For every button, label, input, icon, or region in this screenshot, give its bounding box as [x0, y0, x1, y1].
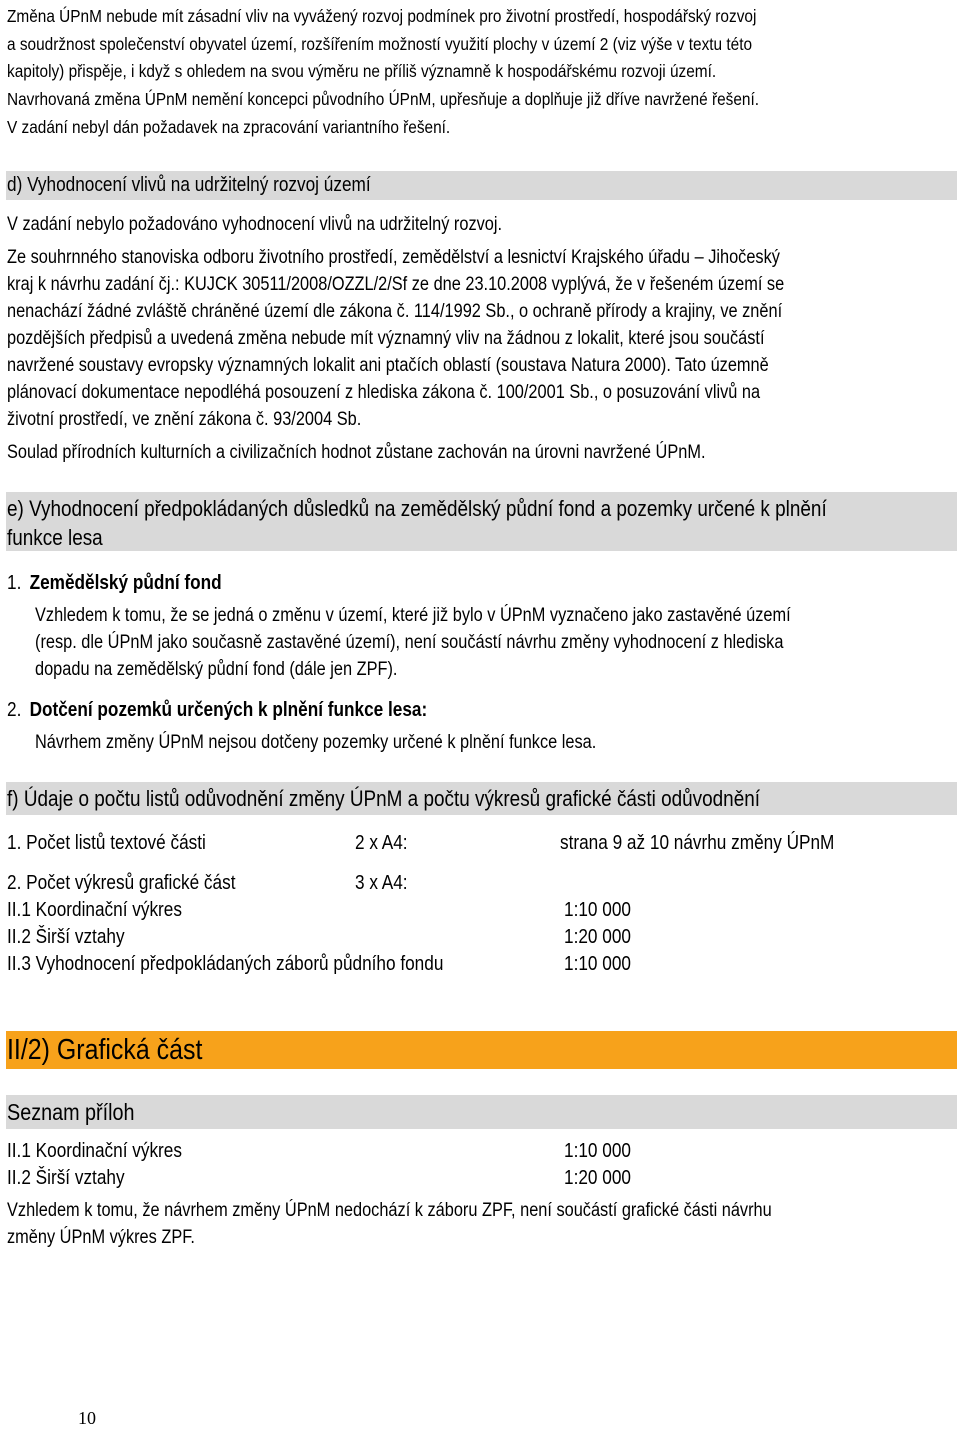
section-e-heading-bar [6, 492, 957, 551]
page-number: 10 [78, 1408, 96, 1428]
intro-line: Navrhovaná změna ÚPnM nemění koncepci původního ÚPnM, upřesňuje a doplňuje již dříve navržené řešení. [7, 89, 760, 109]
drawing-count: 3 x A4: [355, 872, 408, 894]
zpf-text-line: (resp. dle ÚPnM jako současně zastavěné území), není součástí návrhu změny vyhodnocení z hlediska [35, 632, 784, 653]
section-d-para-line: pozdějších předpisů a uvedená změna nebude mít významný vliv na žádnou z lokalit, které jsou součástí [7, 328, 765, 349]
intro-line: a soudržnost společenství obyvatel území, rozšířením možností využití plochy v území 2 (viz výše v textu této [7, 34, 753, 54]
section-d-para-line: životní prostředí, ve znění zákona č. 93/2004 Sb. [7, 409, 362, 430]
attachment-scale: 1:10 000 [564, 1140, 631, 1162]
zpf-item [7, 570, 222, 596]
section-e-heading-line: funkce lesa [7, 525, 103, 550]
drawing-name: II.1 Koordinační výkres [7, 899, 182, 921]
text-part-note: strana 9 až 10 návrhu změny ÚPnM [560, 832, 835, 854]
section-d-para-line: navržené soustavy evropsky významných lokalit ani ptačích oblastí (soustava Natura 2000). Tato územně [7, 355, 769, 376]
section-d-closing: Soulad přírodních kulturních a civilizačních hodnot zůstane zachován na úrovni navržené ÚPnM. [7, 442, 706, 463]
item-number: 2. [7, 699, 22, 721]
graphic-note-line: Vzhledem k tomu, že návrhem změny ÚPnM nedochází k záboru ZPF, není součástí grafické části návrhu [7, 1200, 772, 1221]
text-part-count: 2 x A4: [355, 832, 408, 854]
section-d-para-line: plánovací dokumentace nepodléhá posouzení z hlediska zákona č. 100/2001 Sb., o posuzování vlivů na [7, 382, 761, 403]
drawing-scale: 1:10 000 [564, 953, 631, 975]
graphic-part-title: II/2) Grafická část [7, 1034, 203, 1066]
section-d-heading: d) Vyhodnocení vlivů na udržitelný rozvoj území [7, 174, 371, 196]
attachment-name: II.2 Širší vztahy [7, 1167, 125, 1189]
attachments-heading: Seznam příloh [7, 1099, 135, 1125]
section-d-heading-bar [6, 171, 957, 200]
attachment-scale: 1:20 000 [564, 1167, 631, 1189]
section-d-para-line: Ze souhrnného stanoviska odboru životního prostředí, zemědělství a lesnictví Krajského úřadu – Jihočeský [7, 247, 780, 268]
intro-line: Změna ÚPnM nebude mít zásadní vliv na vyvážený rozvoj podmínek pro životní prostředí, hospodářský rozvoj [7, 6, 757, 26]
forest-text: Návrhem změny ÚPnM nejsou dotčeny pozemky určené k plnění funkce lesa. [35, 732, 597, 753]
intro-line: kapitoly) přispěje, i když s ohledem na svou výměru ne příliš významně k hospodářskému rozvoji území. [7, 61, 717, 81]
drawing-name: II.2 Širší vztahy [7, 926, 125, 948]
text-part-count-label: 1. Počet listů textové části [7, 832, 206, 854]
drawing-count-label: 2. Počet výkresů grafické část [7, 872, 236, 894]
intro-line: V zadání nebyl dán požadavek na zpracování variantního řešení. [7, 117, 451, 137]
graphic-note-line: změny ÚPnM výkres ZPF. [7, 1227, 195, 1248]
forest-item [7, 697, 427, 723]
section-f-heading: f) Údaje o počtu listů odůvodnění změny ÚPnM a počtu výkresů grafické části odůvodnění [7, 786, 761, 811]
section-e-heading-line: e) Vyhodnocení předpokládaných důsledků na zemědělský půdní fond a pozemky určené k plnění [7, 496, 827, 521]
section-d-para-line: kraj k návrhu zadání čj.: KUJCK 30511/2008/OZZL/2/Sf ze dne 23.10.2008 vyplývá, že v řešeném území se [7, 274, 785, 295]
graphic-part-title-bar [6, 1031, 957, 1069]
zpf-text-line: dopadu na zemědělský půdní fond (dále jen ZPF). [35, 659, 398, 680]
drawing-scale: 1:10 000 [564, 899, 631, 921]
section-f-heading-bar [6, 782, 957, 815]
zpf-text-line: Vzhledem k tomu, že se jedná o změnu v území, které již bylo v ÚPnM vyznačeno jako zastavěné území [35, 605, 791, 626]
attachment-name: II.1 Koordinační výkres [7, 1140, 182, 1162]
item-title: Dotčení pozemků určených k plnění funkce lesa: [29, 699, 428, 721]
section-d-statement: V zadání nebylo požadováno vyhodnocení vlivů na udržitelný rozvoj. [7, 214, 503, 235]
section-d-para-line: nenachází žádné zvláště chráněné území dle zákona č. 114/1992 Sb., o ochraně přírody a krajiny, ve znění [7, 301, 783, 322]
item-number: 1. [7, 572, 22, 594]
drawing-name: II.3 Vyhodnocení předpokládaných záborů půdního fondu [7, 953, 444, 975]
attachments-heading-bar [6, 1095, 957, 1129]
item-title: Zemědělský půdní fond [29, 572, 222, 594]
drawing-scale: 1:20 000 [564, 926, 631, 948]
